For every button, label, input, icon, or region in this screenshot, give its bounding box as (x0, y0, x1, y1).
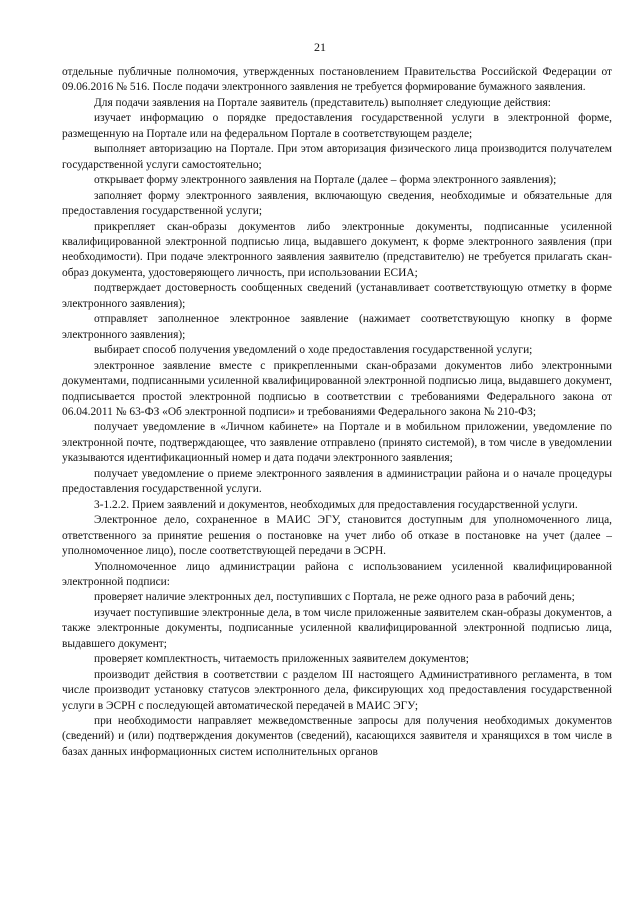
paragraph: электронное заявление вместе с прикрепленными скан-образами документов либо электронными документами, подписанными усиленной квалифицированной электронной подписью лица, выдавшего документ, подписывается простой электронной подписью в соответствии с требованиями Федерального закона от 06.04.2011 № 63-ФЗ «Об электронной подписи» и требованиями Федерального закона № 210-ФЗ; (62, 359, 612, 418)
paragraph: открывает форму электронного заявления на Портале (далее – форма электронного заявления); (94, 174, 557, 187)
paragraph: получает уведомление о приеме электронного заявления в администрации района и о начале процедуры предоставления государственной услуги. (62, 467, 612, 496)
paragraph: при необходимости направляет межведомственные запросы для получения необходимых документов (сведений) и (или) подтверждения документов (сведений), касающихся заявителя и хранящихся в том числе в базах данных информационных систем исполнительных органов (62, 715, 612, 758)
page-number: 21 (314, 40, 326, 54)
paragraph: выбирает способ получения уведомлений о ходе предоставления государственной услуги; (94, 344, 533, 357)
paragraph: изучает поступившие электронные дела, в том числе приложенные заявителем скан-образы документов, а также электронные документы, подписанные усиленной квалифицированной электронной подписью лица, выдавшего документ; (62, 606, 612, 650)
paragraph: отдельные публичные полномочия, утвержденных постановлением Правительства Российской Федерации от 09.06.2016 № 516. После подачи электронного заявления не требуется формирование бумажного заявления. (62, 66, 612, 94)
paragraph: производит действия в соответствии с разделом III настоящего Административного регламента, в том числе производит установку статусов электронного дела, фиксирующих ход предоставления государственной услуги в ЭСРН с последующей автоматической передачей в МАИС ЭГУ; (62, 668, 612, 712)
paragraph: Для подачи заявления на Портале заявитель (представитель) выполняет следующие действия: (94, 96, 551, 109)
paragraph: отправляет заполненное электронное заявление (нажимает соответствующую кнопку в форме электронного заявления); (62, 313, 612, 341)
paragraph: выполняет авторизацию на Портале. При этом авторизация физического лица производится получателем государственной услуги самостоятельно; (62, 143, 612, 171)
body-text (62, 65, 612, 760)
paragraph: получает уведомление в «Личном кабинете» на Портале и в мобильном приложении, уведомление по электронной почте, подтверждающее, что заявление отправлено (принято системой), в том числе в уведомлении указываются идентификационный номер и дата подачи электронного заявления; (62, 421, 612, 465)
paragraph: изучает информацию о порядке предоставления государственной услуги в электронной форме, размещенную на Портале или на федеральном Портале в соответствующем разделе; (62, 112, 612, 140)
paragraph: подтверждает достоверность сообщенных сведений (устанавливает соответствующую отметку в форме электронного заявления); (62, 282, 612, 310)
paragraph: проверяет комплектность, читаемость приложенных заявителем документов; (94, 653, 469, 666)
section-heading: 3-1.2.2. Прием заявлений и документов, необходимых для предоставления государственной услуги. (94, 498, 578, 511)
paragraph: проверяет наличие электронных дел, поступивших с Портала, не реже одного раза в рабочий день; (94, 591, 575, 604)
paragraph: Электронное дело, сохраненное в МАИС ЭГУ, становится доступным для уполномоченного лица, ответственного за принятие решения о постановке на учет либо об отказе в постановке на учет (далее – уполномоченное лицо), после соответствующей передачи в ЭСРН. (62, 514, 612, 558)
paragraph: Уполномоченное лицо администрации района с использованием усиленной квалифицированной электронной подписи: (62, 560, 612, 588)
paragraph: прикрепляет скан-образы документов либо электронные документы, подписанные усиленной квалифицированной электронной подписью лица, выдавшего документ, к форме электронного заявления (при необходимости). При подаче электронного заявления заявителю (представителю) не требуется прилагать скан-образ документа, удостоверяющего личность, при использовании ЕСИА; (62, 220, 612, 279)
paragraph: заполняет форму электронного заявления, включающую сведения, необходимые и обязательные для предоставления государственной услуги; (62, 189, 612, 218)
